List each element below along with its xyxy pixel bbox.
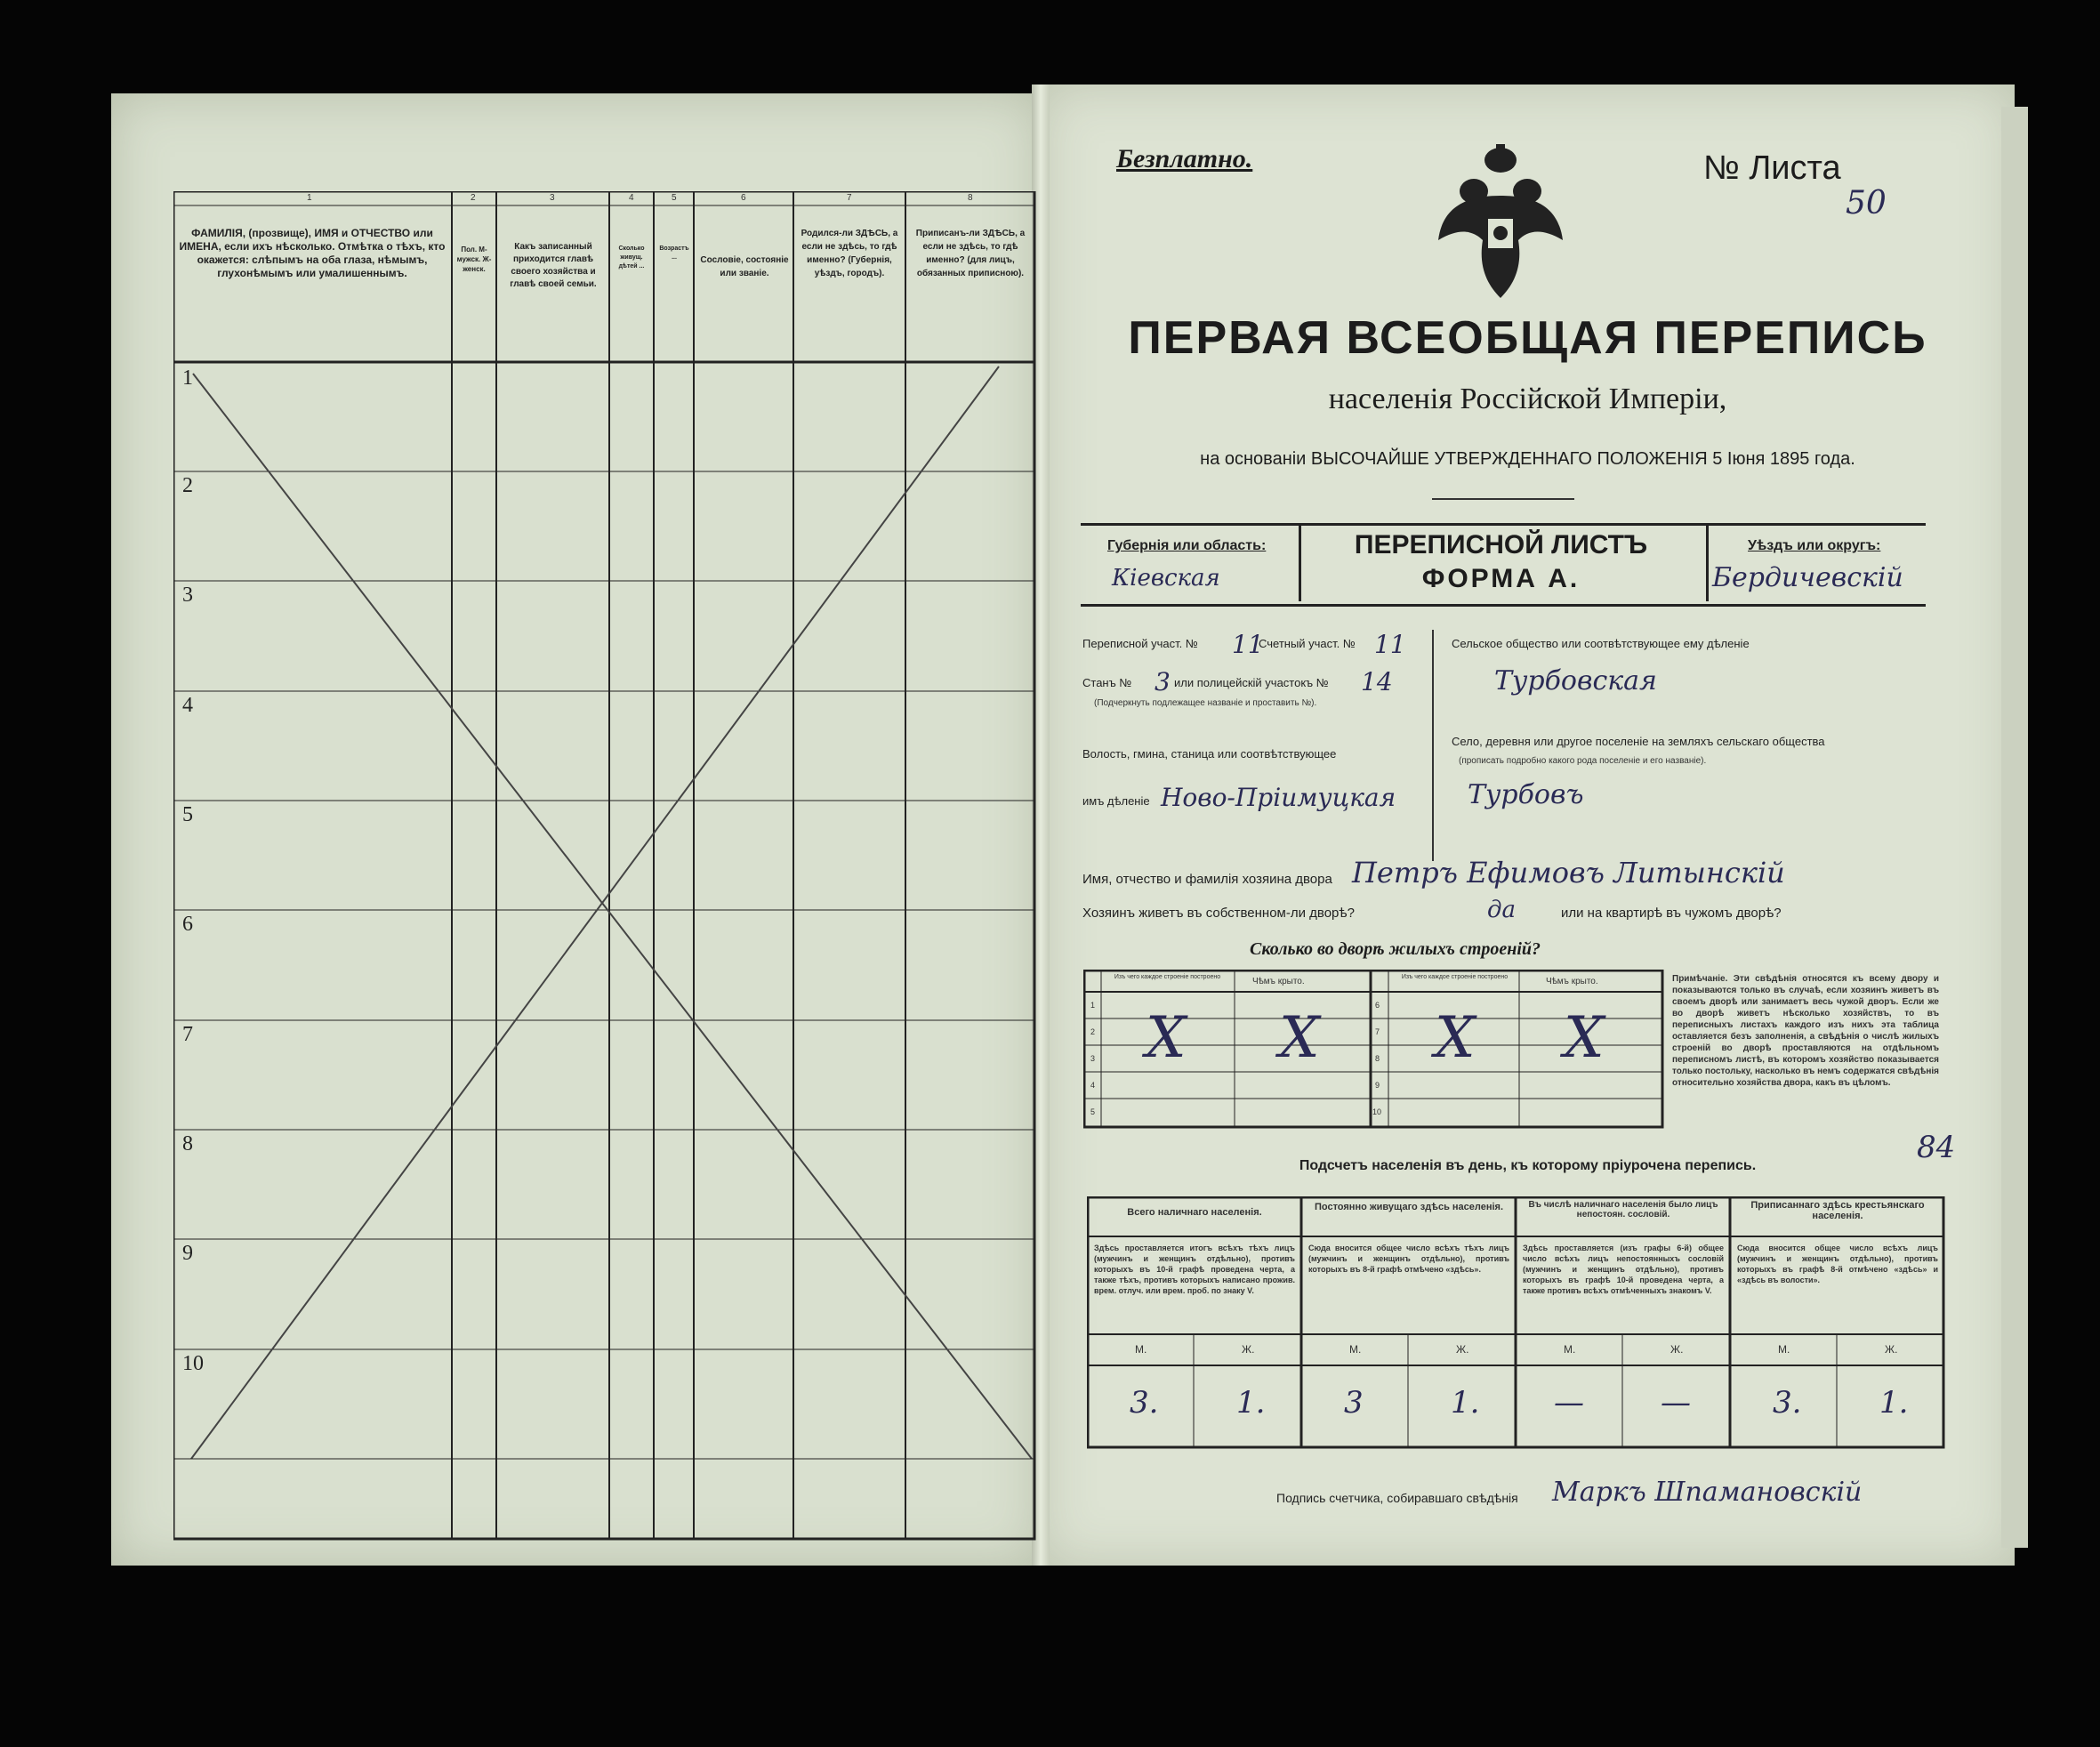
sheet-number-label: № Листа (1703, 149, 1841, 187)
bld-col-a-header: Изъ чего каждое строеніе построено (1114, 974, 1221, 980)
village-label: Село, деревня или другое поселеніе на земляхъ сельскаго общества (1452, 735, 1825, 748)
bld-col-a-header-2: Изъ чего каждое строеніе построено (1401, 974, 1509, 980)
bld-col-b-header-2: Чѣмъ крыто. (1546, 977, 1598, 986)
female-label: Ж. (1456, 1343, 1469, 1356)
col7-header: Родился-ли ЗДѢСЬ, а если не здѣсь, то гдѣ именно? (Губернія, уѣздъ, городъ). (801, 229, 898, 278)
col-number: 7 (847, 193, 852, 203)
bld-row-number: 9 (1375, 1081, 1380, 1090)
gubernia-label: Губернія или область: (1107, 538, 1267, 553)
row-number: 1 (182, 366, 193, 390)
volost-label-2: имъ дѣленіе (1082, 794, 1150, 808)
row-number: 4 (182, 694, 193, 717)
female-label: Ж. (1885, 1343, 1898, 1356)
signature-value: Маркъ Шпамановскій (1552, 1477, 1863, 1508)
uezd-value: Бердичевскій (1712, 562, 1903, 593)
col-number: 8 (968, 193, 973, 203)
summary-col1-desc: Здѣсь проставляется итогъ всѣхъ тѣхъ лицъ (мужчинъ и женщинъ отдѣльно), противъ которыхъ въ 10-й графѣ проведена черта, а также тѣхъ, противъ которыхъ написано прожив. врем. отлуч. или врем. проб. по знаку V. (1094, 1244, 1295, 1295)
summary-value: 1. (1879, 1385, 1909, 1421)
col4-header: Сколько живущ. дѣтей ... (618, 246, 645, 270)
summary-col2-desc: Сюда вносится общее число всѣхъ тѣхъ лицъ (мужчинъ и женщинъ отдѣльно), противъ которыхъ въ 8-й графѣ отмѣчено «здѣсь». (1308, 1244, 1509, 1274)
count-district-label: Счетный участ. № (1259, 637, 1356, 650)
lives-rented-label: или на квартирѣ въ чужомъ дворѣ? (1561, 906, 1782, 921)
bld-cross-mark: X (1435, 1005, 1476, 1071)
bld-row-number: 1 (1090, 1001, 1096, 1010)
imperial-eagle-emblem (1434, 142, 1567, 302)
male-label: М. (1564, 1343, 1576, 1356)
buildings-note: Примѣчаніе. Эти свѣдѣнія относятся къ всему двору и показываются только въ случаѣ, если хозяинъ живетъ въ своемъ дворѣ или занимаетъ весь чужой дворъ. Если же во дворѣ живетъ нѣсколько хозяйствъ, то въ переписныхъ листахъ каждого изъ нихъ эта таблица оставляется безъ заполненія, а свѣдѣнія о числѣ жилыхъ строеній во дворѣ проставляются на отдѣльномъ переписномъ листѣ, въ которомъ хозяйство показывается только постольку, насколько въ немъ содержатся свѣдѣнія относительно хозяйства двора, какъ въ цѣломъ. (1672, 974, 1939, 1088)
summary-col2-title: Постоянно живущаго здѣсь населенія. (1314, 1202, 1504, 1212)
census-district-label: Переписной участ. № (1082, 637, 1198, 650)
summary-col1-title: Всего наличнаго населенія. (1127, 1207, 1262, 1218)
row-number: 9 (182, 1242, 193, 1265)
row-number: 10 (182, 1352, 204, 1375)
village-value: Турбовъ (1468, 779, 1584, 810)
sheet-number-value: 50 (1846, 185, 1887, 221)
summary-value: — (1554, 1385, 1584, 1421)
row-number: 6 (182, 913, 193, 936)
info-divider (1432, 630, 1434, 861)
summary-value: 1. (1451, 1385, 1480, 1421)
summary-col4-title: Приписаннаго здѣсь крестьянскаго населенія. (1750, 1200, 1925, 1221)
col-number: 4 (629, 193, 634, 203)
page-title: ПЕРВАЯ ВСЕОБЩАЯ ПЕРЕПИСЬ (1128, 312, 1927, 364)
bld-cross-mark: X (1146, 1005, 1187, 1071)
bld-row-number: 6 (1375, 1001, 1380, 1010)
col-number: 3 (550, 193, 555, 203)
col1-header: ФАМИЛІЯ, (прозвище), ИМЯ и ОТЧЕСТВО или ИМЕНА, если ихъ нѣсколько. Отмѣтка о тѣхъ, кто окажется: слѣпымъ на оба глаза, нѣмымъ, глухонѣмымъ или умалишеннымъ. (179, 227, 446, 279)
form-title: ПЕРЕПИСНОЙ ЛИСТЪ (1354, 530, 1648, 560)
owner-value: Петръ Ефимовъ Литынскій (1352, 856, 1785, 890)
stan-value: 3 (1155, 667, 1171, 696)
gubernia-value: Кіевская (1112, 565, 1220, 592)
row-number: 3 (182, 584, 193, 607)
col5-header: Возрастъ ... (659, 246, 689, 261)
legal-basis: на основаніи ВЫСОЧАЙШЕ УТВЕРЖДЕННАГО ПОЛОЖЕНІЯ 5 Іюня 1895 года. (1200, 449, 1855, 469)
summary-value: 3 (1344, 1385, 1364, 1421)
uezd-label: Уѣздъ или округъ: (1748, 538, 1881, 553)
bld-row-number: 10 (1372, 1107, 1382, 1116)
summary-col3-title: Въ числѣ наличнаго населенія было лицъ непостоян. сословій. (1528, 1200, 1718, 1220)
owner-label: Имя, отчество и фамилія хозяина двора (1082, 872, 1332, 887)
summary-col3-desc: Здѣсь проставляется (изъ графы 6-й) общее число всѣхъ лицъ непостоянныхъ сословій (мужчинъ и женщинъ отдѣльно), противъ которыхъ въ графѣ 10-й проведена черта, а также противъ всѣхъ отмѣченныхъ знакомъ V. (1523, 1244, 1724, 1295)
lives-own-yard-value: да (1487, 897, 1516, 923)
bld-cross-mark: X (1564, 1005, 1605, 1071)
summary-col4-desc: Сюда вносится общее число всѣхъ лицъ (мужчинъ и женщинъ отдѣльно), противъ которыхъ въ графѣ 8-й отмѣчено «здѣсь» и «здѣсь въ волости». (1737, 1244, 1938, 1284)
col8-header: Приписанъ-ли ЗДѢСЬ, а если не здѣсь, то гдѣ именно? (для лицъ, обязанных приписною). (915, 229, 1026, 278)
margin-number: 84 (1917, 1130, 1956, 1165)
society-label: Сельское общество или соотвѣтствующее ему дѣленіе (1452, 637, 1750, 650)
bld-cross-mark: X (1279, 1005, 1320, 1071)
volost-value: Ново-Пріимуцкая (1161, 783, 1396, 812)
male-label: М. (1778, 1343, 1790, 1356)
underline-note: (Подчеркнуть подлежащее названіе и проставить №). (1094, 698, 1317, 708)
bld-row-number: 7 (1375, 1027, 1380, 1036)
col2-header: Пол. М-мужск. Ж-женск. (456, 246, 492, 273)
bld-row-number: 5 (1090, 1107, 1096, 1116)
table-grid-lines (173, 191, 1036, 1543)
col6-header: Сословіе, состояніе или званіе. (700, 255, 789, 278)
row-number: 7 (182, 1023, 193, 1046)
male-label: М. (1349, 1343, 1362, 1356)
count-district-value: 11 (1374, 630, 1406, 659)
buildings-label: Сколько во дворѣ жилыхъ строеній? (1250, 939, 1541, 959)
bld-col-b-header: Чѣмъ крыто. (1252, 977, 1305, 986)
summary-value: 3. (1130, 1385, 1159, 1421)
census-district-value: 11 (1232, 630, 1264, 659)
summary-grid (1087, 1196, 1945, 1450)
bld-row-number: 2 (1090, 1027, 1096, 1036)
summary-value: — (1661, 1385, 1691, 1421)
col-number: 5 (672, 193, 677, 203)
free-label: Безплатно. (1116, 144, 1253, 173)
lives-own-yard-label: Хозяинъ живетъ въ собственном-ли дворѣ? (1082, 906, 1355, 921)
household-members-table (173, 191, 1036, 1543)
village-note: (прописать подробно какого рода поселеніе и его названіе). (1459, 756, 1707, 766)
police-district-value: 14 (1361, 667, 1393, 696)
bld-row-number: 4 (1090, 1081, 1096, 1090)
bld-row-number: 3 (1090, 1054, 1096, 1063)
signature-label: Подпись счетчика, собиравшаго свѣдѣнія (1276, 1491, 1518, 1505)
summary-table (1087, 1196, 1945, 1450)
bld-row-number: 8 (1375, 1054, 1380, 1063)
row-number: 8 (182, 1132, 193, 1155)
ornament-divider (1432, 498, 1574, 500)
row-number: 5 (182, 803, 193, 826)
female-label: Ж. (1670, 1343, 1684, 1356)
col-number: 1 (307, 193, 312, 203)
society-value: Турбовская (1494, 665, 1657, 696)
summary-value: 3. (1773, 1385, 1802, 1421)
stan-label: Станъ № (1082, 676, 1132, 689)
col-number: 2 (471, 193, 476, 203)
col3-header: Какъ записанный приходится главѣ своего хозяйства и главѣ своей семьи. (510, 242, 597, 289)
col-number: 6 (741, 193, 746, 203)
male-label: М. (1135, 1343, 1147, 1356)
female-label: Ж. (1242, 1343, 1255, 1356)
form-subtitle: ФОРМА А. (1421, 564, 1581, 593)
summary-value: 1. (1236, 1385, 1266, 1421)
summary-title: Подсчетъ населенія въ день, къ которому пріурочена перепись. (1299, 1158, 1757, 1173)
row-number: 2 (182, 474, 193, 497)
volost-label: Волость, гмина, станица или соотвѣтствующее (1082, 747, 1337, 761)
page-subtitle: населенія Россійской Имперіи, (1328, 382, 1727, 415)
police-district-label: или полицейскій участокъ № (1174, 676, 1329, 689)
